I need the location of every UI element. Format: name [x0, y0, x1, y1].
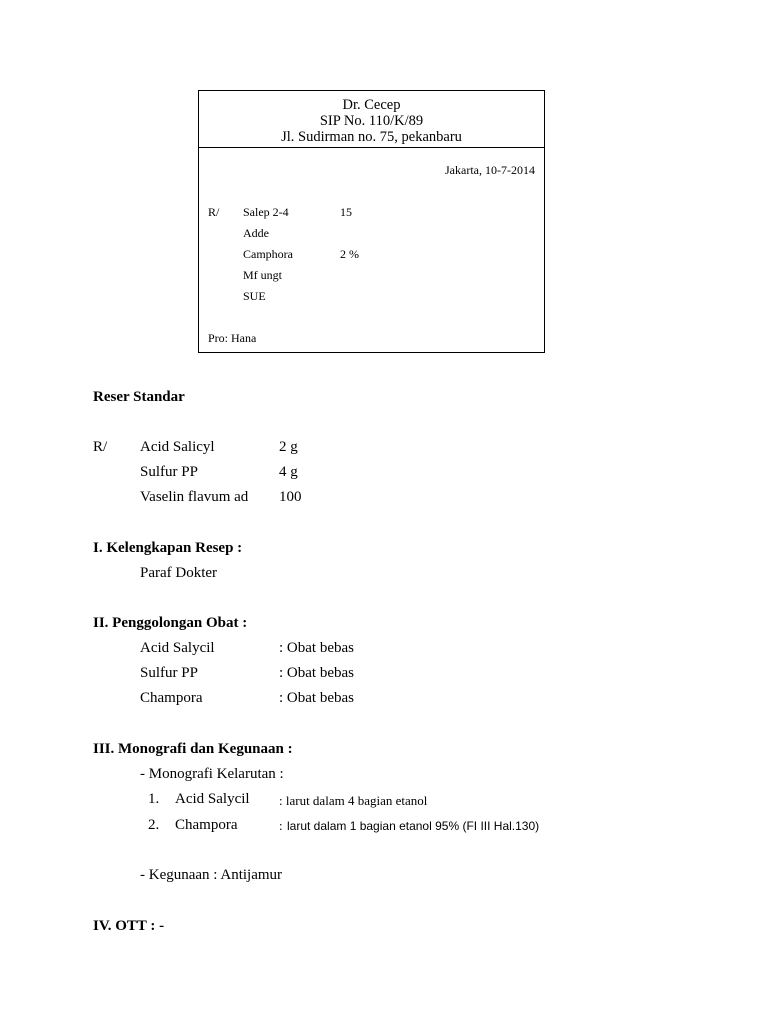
doctor-address: Jl. Sudirman no. 75, pekanbaru: [281, 129, 462, 145]
monograph-drug: Champora: [175, 817, 238, 833]
monograph-desc-prefix: :: [279, 818, 286, 833]
standard-title: Reser Standar: [93, 389, 185, 405]
section-4-title: IV. OTT : -: [93, 918, 165, 934]
doctor-name: Dr. Cecep: [342, 97, 401, 113]
standard-item-name: Sulfur PP: [140, 464, 198, 480]
drug-name: Champora: [140, 690, 203, 706]
standard-rx-symbol: R/: [93, 439, 108, 455]
rx-item-name: Mf ungt: [243, 268, 282, 282]
prescription-date: Jakarta, 10-7-2014: [445, 163, 535, 177]
rx-item-name: SUE: [243, 289, 266, 303]
header-divider: [199, 147, 544, 148]
monograph-subtitle: - Monografi Kelarutan :: [140, 766, 284, 782]
monograph-desc: larut dalam 1 bagian etanol 95% (FI III Hal.130): [287, 819, 540, 833]
drug-class: : Obat bebas: [279, 665, 354, 681]
rx-symbol: R/: [208, 205, 220, 219]
standard-item-name: Acid Salicyl: [140, 439, 215, 455]
rx-item-name: Camphora: [243, 247, 293, 261]
standard-item-name: Vaselin flavum ad: [140, 489, 249, 505]
section-1-text: Paraf Dokter: [140, 565, 218, 581]
rx-item-name: Adde: [243, 226, 269, 240]
monograph-desc: : larut dalam 4 bagian etanol: [279, 793, 428, 808]
drug-class: : Obat bebas: [279, 640, 354, 656]
monograph-drug: Acid Salycil: [175, 791, 250, 807]
usage-text: - Kegunaan : Antijamur: [140, 867, 283, 883]
monograph-number: 2.: [148, 817, 160, 833]
rx-item-name: Salep 2-4: [243, 205, 289, 219]
prescription-box: [198, 90, 545, 353]
section-2-title: II. Penggolongan Obat :: [93, 615, 248, 631]
drug-class: : Obat bebas: [279, 690, 354, 706]
standard-item-qty: 100: [279, 489, 302, 505]
standard-item-qty: 2 g: [279, 439, 298, 455]
rx-item-qty: 15: [340, 205, 352, 219]
drug-name: Sulfur PP: [140, 665, 198, 681]
section-1-title: I. Kelengkapan Resep :: [93, 540, 243, 556]
sip-number: SIP No. 110/K/89: [319, 113, 424, 129]
monograph-number: 1.: [148, 791, 160, 807]
standard-item-qty: 4 g: [279, 464, 298, 480]
patient-name: Pro: Hana: [208, 331, 257, 345]
section-3-title: III. Monografi dan Kegunaan :: [93, 741, 293, 757]
drug-name: Acid Salycil: [140, 640, 215, 656]
rx-item-qty: 2 %: [340, 247, 359, 261]
